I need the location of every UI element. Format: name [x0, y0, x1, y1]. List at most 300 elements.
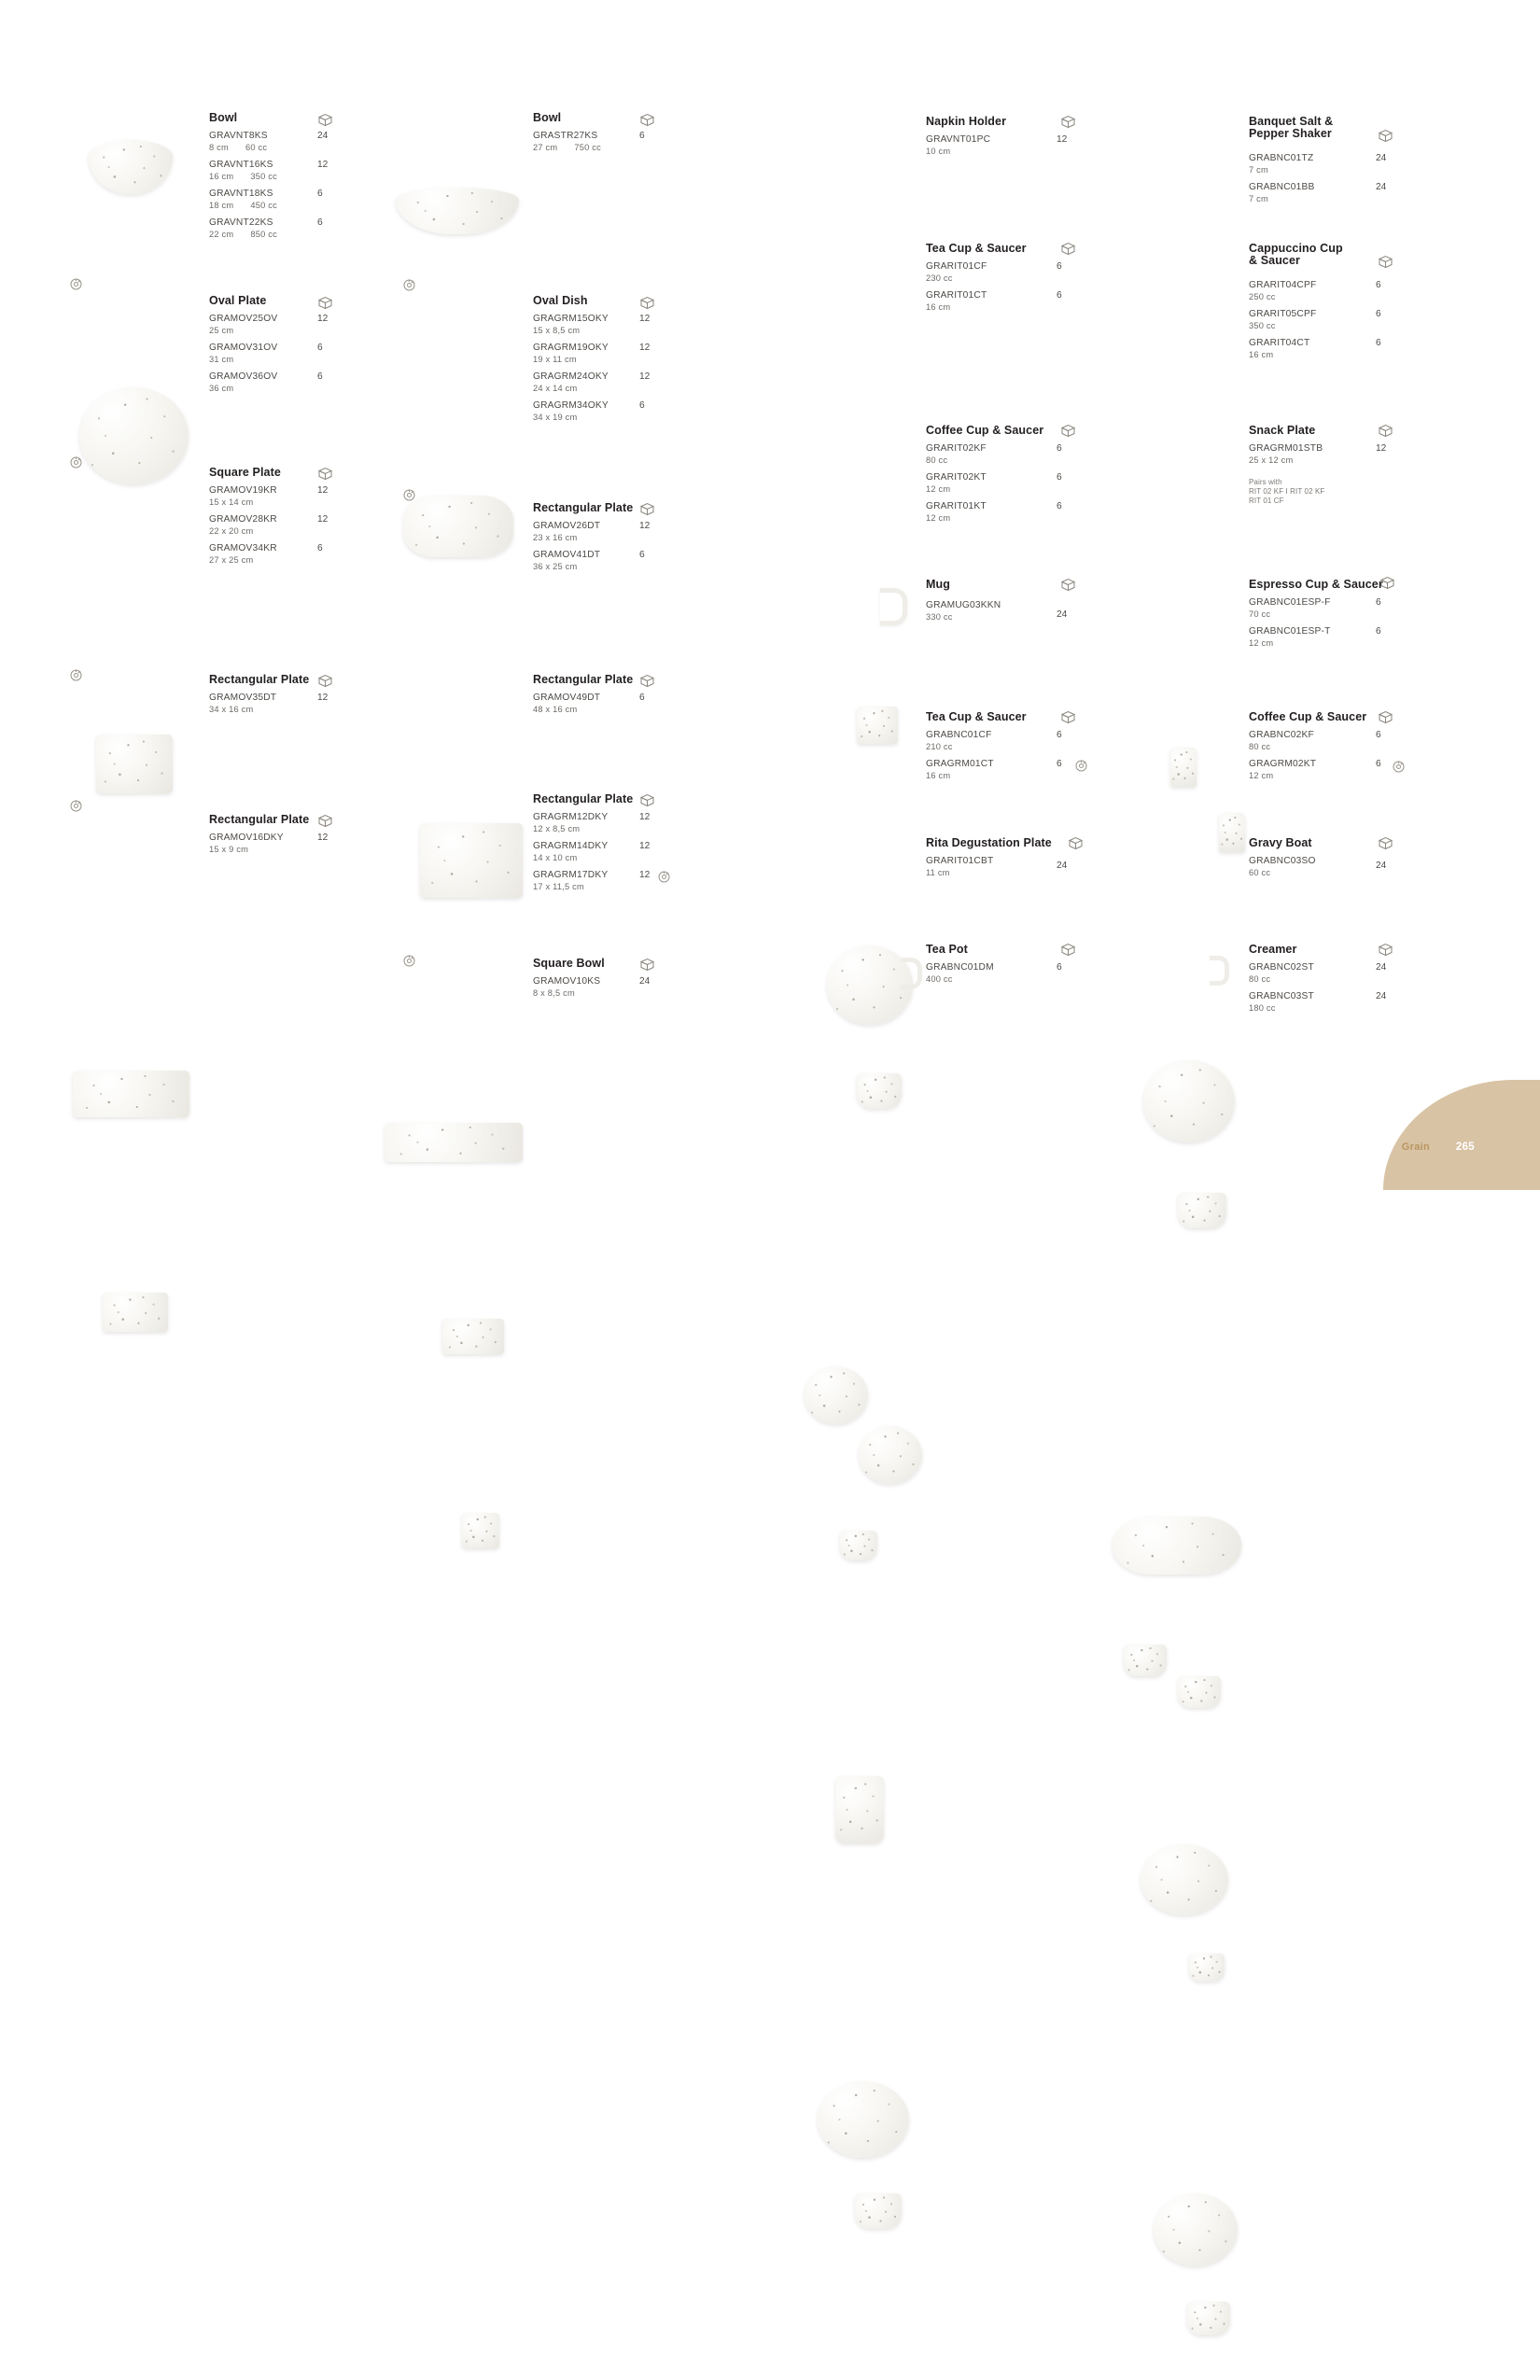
variant-code: GRAGRM14DKY: [533, 841, 609, 851]
variant-qty: 12: [317, 160, 329, 170]
variant-row: [926, 501, 1075, 530]
box-icon: [1379, 576, 1395, 590]
product-image-napkin-holder: [857, 707, 898, 744]
box-icon: [317, 467, 333, 481]
variant-row: [1249, 443, 1398, 472]
variant-qty: 6: [1057, 443, 1062, 454]
variant-code: GRAGRM15OKY: [533, 314, 609, 324]
variant-qty: 6: [317, 343, 323, 353]
variant-qty: 6: [317, 543, 323, 553]
variant-code: GRARIT05CPF: [1249, 309, 1317, 319]
target-icon: [658, 871, 670, 883]
box-icon: [1378, 129, 1393, 143]
variant-list: [533, 812, 673, 899]
product-title: Oval Plate: [209, 294, 267, 307]
variant-code: GRABNC01CF: [926, 730, 992, 740]
variant-dim: 7 cm: [1249, 165, 1268, 175]
variant-qty: 6: [1057, 759, 1062, 769]
product-title: Rectangular Plate: [209, 673, 310, 686]
product-title: Square Plate: [209, 466, 281, 479]
box-icon: [317, 814, 333, 828]
variant-qty: 12: [317, 514, 329, 525]
product-image-espresso-saucer: [1141, 1844, 1228, 1915]
variant-row: [209, 543, 340, 572]
variant-qty: 12: [639, 343, 651, 353]
product-title: Rectangular Plate: [533, 673, 634, 686]
target-icon: [70, 800, 82, 812]
product-title: Square Bowl: [533, 957, 605, 970]
variant-code: GRAGRM34OKY: [533, 400, 609, 411]
variant-code: GRAMOV25OV: [209, 314, 278, 324]
variant-qty: 6: [1057, 730, 1062, 740]
variant-row: [533, 131, 673, 153]
box-icon: [1060, 943, 1076, 957]
variant-dim: 12 cm: [926, 484, 951, 494]
product-title: Gravy Boat: [1249, 836, 1312, 849]
variant-row: [926, 290, 1066, 319]
footer-tab: [1383, 1080, 1540, 1190]
variant-list: [926, 261, 1066, 319]
variant-dim: 34 x 19 cm: [533, 413, 578, 422]
product-square-plate: [209, 467, 340, 572]
variant-dim: 15 x 14 cm: [209, 497, 254, 507]
variant-list: [209, 131, 340, 246]
variant-dim: 31 cm: [209, 355, 234, 364]
variant-dim: 17 x 11,5 cm: [533, 882, 584, 891]
variant-qty: 6: [317, 189, 323, 199]
variant-row: [209, 343, 340, 371]
variant-list: [1249, 962, 1407, 1020]
note-line: Pairs with: [1249, 478, 1282, 486]
product-rita-degustation-plate: [926, 837, 1085, 878]
product-title: Rectangular Plate: [533, 792, 634, 805]
product-image-tea-pot-handle: [901, 958, 922, 989]
product-napkin-holder: [926, 116, 1066, 157]
variant-row: [1249, 991, 1407, 1020]
variant-row: [209, 833, 340, 855]
variant-dim: 330 cc: [926, 612, 953, 622]
variant-dim: 11 cm: [926, 868, 950, 877]
product-image-tea-saucer-2: [818, 2081, 909, 2158]
variant-dim: 70 cc: [1249, 609, 1271, 619]
variant-qty: 12: [317, 833, 329, 843]
variant-row: [209, 189, 340, 217]
variant-list: [533, 693, 673, 715]
variant-row: [209, 314, 340, 343]
variant-list: [926, 134, 1066, 157]
variant-list: [926, 600, 1075, 623]
variant-code: GRABNC01ESP-T: [1249, 626, 1331, 637]
box-icon: [1378, 255, 1393, 269]
variant-qty: 24: [639, 976, 651, 987]
variant-dim: 400 cc: [926, 974, 953, 984]
variant-code: GRABNC01TZ: [1249, 153, 1314, 163]
product-image-cappuccino-saucer: [1143, 1060, 1235, 1142]
variant-code: GRAVNT16KS: [209, 160, 273, 170]
variant-row: [1249, 759, 1407, 788]
variant-dim: 250 cc: [1249, 292, 1276, 301]
variant-qty: 24: [1057, 861, 1068, 871]
variant-dim: 7 cm: [1249, 194, 1268, 203]
target-icon: [70, 669, 82, 681]
variant-qty: 12: [639, 521, 651, 531]
variant-list: [533, 976, 673, 999]
variant-dim: 22 x 20 cm: [209, 526, 254, 536]
product-image-coffee-saucer-1b: [859, 1426, 922, 1484]
variant-dim: 18 cm 450 cc: [209, 201, 277, 210]
variant-qty: 6: [1376, 759, 1381, 769]
variant-row: [533, 870, 673, 899]
variant-qty: 24: [1057, 609, 1068, 620]
variant-list: [533, 521, 673, 579]
box-icon: [1378, 424, 1393, 438]
variant-qty: 12: [317, 485, 329, 496]
box-icon: [1378, 943, 1393, 957]
product-image-coffee-saucer-1a: [805, 1366, 868, 1424]
variant-list: [926, 856, 1085, 878]
variant-qty: 12: [639, 371, 651, 382]
product-title: Bowl: [533, 111, 562, 124]
variant-qty: 6: [1057, 962, 1062, 973]
variant-qty: 6: [639, 131, 645, 141]
variant-list: [1249, 597, 1407, 655]
variant-row: [209, 485, 340, 514]
product-title: Tea Cup & Saucer: [926, 242, 1027, 255]
variant-code: GRAMOV31OV: [209, 343, 278, 353]
variant-row: [209, 514, 340, 543]
footer-page-number: 265: [1455, 1141, 1475, 1153]
variant-code: GRAMOV28KR: [209, 514, 277, 525]
variant-row: [533, 314, 673, 343]
box-icon: [639, 113, 655, 127]
variant-code: GRABNC01DM: [926, 962, 994, 973]
variant-row: [926, 261, 1066, 290]
variant-row: [1249, 856, 1407, 878]
product-title: Tea Pot: [926, 943, 968, 956]
variant-qty: 6: [639, 693, 645, 703]
note-line: RIT 02 KF I RIT 02 KF: [1249, 487, 1325, 496]
box-icon: [1378, 710, 1393, 724]
product-image-mug-handle: [880, 588, 907, 625]
variant-row: [209, 131, 340, 160]
variant-qty: 6: [1057, 501, 1062, 511]
variant-dim: 80 cc: [1249, 742, 1271, 751]
variant-code: GRAGRM24OKY: [533, 371, 609, 382]
variant-row: [1249, 153, 1398, 182]
product-image-rect-plate-3: [385, 1123, 523, 1162]
variant-qty: 24: [1376, 182, 1387, 192]
product-title: Creamer: [1249, 943, 1297, 956]
product-title: Bowl: [209, 111, 238, 124]
variant-qty: 6: [317, 217, 323, 228]
variant-qty: 6: [1376, 280, 1381, 290]
variant-row: [533, 343, 673, 371]
variant-qty: 6: [1057, 290, 1062, 301]
product-cappuccino-cup-saucer: [1249, 243, 1398, 367]
variant-code: GRAGRM17DKY: [533, 870, 609, 880]
variant-dim: 36 x 25 cm: [533, 562, 578, 571]
variant-code: GRABNC02ST: [1249, 962, 1314, 973]
variant-dim: 23 x 16 cm: [533, 533, 578, 542]
product-espresso-cup-saucer: [1249, 579, 1407, 655]
variant-qty: 6: [1376, 597, 1381, 608]
variant-dim: 80 cc: [926, 455, 948, 465]
product-title: Cappuccino Cup & Saucer: [1249, 242, 1343, 267]
variant-code: GRAMOV26DT: [533, 521, 601, 531]
variant-code: GRABNC03SO: [1249, 856, 1316, 866]
variant-dim: 15 x 9 cm: [209, 845, 249, 854]
variant-code: GRABNC02KF: [1249, 730, 1314, 740]
variant-row: [926, 472, 1075, 501]
variant-code: GRAMOV34KR: [209, 543, 277, 553]
variant-qty: 6: [1376, 626, 1381, 637]
variant-list: [209, 485, 340, 572]
product-salt-pepper: [1249, 116, 1398, 211]
box-icon: [639, 958, 655, 972]
product-image-tea-cup-1: [857, 1073, 902, 1109]
product-title: Rita Degustation Plate: [926, 836, 1052, 849]
product-rect-plate-5: [533, 793, 673, 899]
product-image-snack-cup-1: [1124, 1645, 1167, 1676]
variant-dim: 16 cm 350 cc: [209, 172, 277, 181]
variant-row: [209, 217, 340, 246]
product-image-bowl-1: [89, 140, 173, 194]
variant-qty: 12: [639, 812, 651, 822]
variant-row: [1249, 280, 1398, 309]
variant-qty: 6: [1057, 261, 1062, 272]
product-image-espresso-cup: [1189, 1953, 1225, 1981]
product-image-coffee-cup-1: [840, 1531, 877, 1561]
product-image-rect-plate-5: [442, 1319, 504, 1354]
variant-code: GRARIT02KF: [926, 443, 987, 454]
variant-row: [533, 976, 673, 999]
product-image-snack-cup-2: [1178, 1676, 1221, 1708]
variant-qty: 12: [639, 841, 651, 851]
box-icon: [639, 674, 655, 688]
variant-qty: 24: [1376, 991, 1387, 1001]
variant-row: [1249, 309, 1398, 338]
target-icon: [1393, 761, 1405, 773]
box-icon: [639, 502, 655, 516]
variant-row: [533, 521, 673, 550]
variant-list: [1249, 443, 1398, 472]
variant-code: GRARIT02KT: [926, 472, 987, 483]
box-icon: [317, 674, 333, 688]
variant-row: [926, 962, 1085, 985]
variant-qty: 12: [639, 870, 651, 880]
variant-list: [209, 314, 340, 400]
variant-code: GRAVNT8KS: [209, 131, 268, 141]
variant-code: GRAMOV35DT: [209, 693, 277, 703]
variant-code: GRABNC01ESP-F: [1249, 597, 1331, 608]
variant-qty: 12: [1376, 443, 1387, 454]
footer-brand: Grain: [1401, 1141, 1430, 1153]
variant-qty: 12: [317, 693, 329, 703]
product-image-rect-plate-1: [420, 823, 523, 898]
variant-dim: 14 x 10 cm: [533, 853, 578, 862]
product-image-oval-plate: [79, 387, 189, 484]
variant-dim: 27 cm 750 cc: [533, 143, 601, 152]
variant-code: GRARIT01CBT: [926, 856, 994, 866]
variant-row: [1249, 962, 1407, 991]
variant-list: [1249, 280, 1398, 367]
product-bowl-1: [209, 112, 340, 246]
variant-list: [1249, 856, 1407, 878]
product-tea-cup-saucer-1: [926, 243, 1066, 319]
variant-dim: 8 cm 60 cc: [209, 143, 268, 152]
variant-dim: 27 x 25 cm: [209, 555, 254, 565]
variant-dim: 60 cc: [1249, 868, 1271, 877]
product-mug: [926, 579, 1075, 623]
product-title: Tea Cup & Saucer: [926, 710, 1027, 723]
variant-dim: 34 x 16 cm: [209, 705, 254, 714]
variant-qty: 12: [639, 314, 651, 324]
product-image-oval-dish: [403, 496, 513, 557]
box-icon: [1378, 836, 1393, 850]
variant-row: [926, 134, 1066, 157]
variant-dim: 16 cm: [926, 302, 951, 312]
product-coffee-cup-saucer-1: [926, 425, 1075, 530]
variant-row: [926, 730, 1075, 759]
variant-code: GRAMUG03KKN: [926, 600, 1001, 610]
variant-row: [533, 550, 673, 579]
variant-row: [1249, 626, 1407, 655]
variant-row: [209, 371, 340, 400]
variant-list: [209, 693, 340, 715]
variant-dim: 25 x 12 cm: [1249, 455, 1294, 465]
product-title: Snack Plate: [1249, 424, 1316, 437]
variant-code: GRAGRM02KT: [1249, 759, 1317, 769]
variant-dim: 36 cm: [209, 384, 234, 393]
variant-row: [1249, 597, 1407, 626]
variant-row: [533, 400, 673, 429]
variant-dim: 15 x 8,5 cm: [533, 326, 581, 335]
variant-dim: 16 cm: [1249, 350, 1274, 359]
product-title: Espresso Cup & Saucer: [1249, 578, 1383, 591]
variant-list: [533, 131, 673, 153]
box-icon: [639, 793, 655, 807]
variant-row: [1249, 182, 1398, 211]
product-snack-plate: [1249, 425, 1398, 506]
variant-dim: 10 cm: [926, 147, 951, 156]
product-title: Coffee Cup & Saucer: [926, 424, 1044, 437]
variant-list: [926, 443, 1075, 530]
variant-row: [1249, 730, 1407, 759]
box-icon: [639, 296, 655, 310]
variant-code: GRAVNT22KS: [209, 217, 273, 228]
product-image-tea-cup-2: [855, 2193, 902, 2229]
variant-qty: 6: [1376, 309, 1381, 319]
variant-qty: 24: [1376, 861, 1387, 871]
variant-row: [533, 841, 673, 870]
product-image-salt-shaker: [1170, 748, 1197, 787]
variant-code: GRARIT04CT: [1249, 338, 1310, 348]
variant-code: GRASTR27KS: [533, 131, 598, 141]
variant-dim: 12 cm: [926, 513, 951, 523]
variant-qty: 12: [317, 314, 329, 324]
variant-dim: 80 cc: [1249, 974, 1271, 984]
variant-qty: 6: [317, 371, 323, 382]
note-line: RIT 01 CF: [1249, 497, 1284, 505]
variant-dim: 12 x 8,5 cm: [533, 824, 581, 833]
variant-code: GRAGRM12DKY: [533, 812, 609, 822]
variant-code: GRARIT01CT: [926, 290, 987, 301]
variant-row: [533, 371, 673, 400]
target-icon: [403, 279, 415, 291]
variant-row: [926, 443, 1075, 472]
box-icon: [1060, 424, 1076, 438]
variant-code: GRAVNT01PC: [926, 134, 991, 145]
target-icon: [70, 456, 82, 469]
box-icon: [1060, 578, 1076, 592]
variant-list: [926, 730, 1075, 788]
variant-code: GRARIT04CPF: [1249, 280, 1317, 290]
target-icon: [403, 955, 415, 967]
product-image-bowl-2: [396, 188, 519, 234]
product-image-pepper-shaker: [1219, 813, 1245, 852]
variant-dim: 19 x 11 cm: [533, 355, 577, 364]
variant-dim: 48 x 16 cm: [533, 705, 578, 714]
target-icon: [1075, 760, 1087, 772]
variant-dim: 8 x 8,5 cm: [533, 988, 575, 998]
variant-dim: 350 cc: [1249, 321, 1276, 330]
variant-code: GRAGRM01CT: [926, 759, 994, 769]
variant-qty: 6: [639, 550, 645, 560]
variant-code: GRAVNT18KS: [209, 189, 273, 199]
variant-code: GRAMOV10KS: [533, 976, 601, 987]
variant-code: GRAMOV16DKY: [209, 833, 284, 843]
snack-plate-note: [1249, 478, 1398, 506]
product-oval-plate: [209, 295, 340, 400]
variant-row: [926, 600, 1075, 623]
variant-list: [1249, 730, 1407, 788]
variant-qty: 6: [1376, 730, 1381, 740]
product-title: Rectangular Plate: [209, 813, 310, 826]
variant-code: GRAMOV19KR: [209, 485, 277, 496]
target-icon: [70, 278, 82, 290]
product-tea-cup-saucer-2: [926, 711, 1075, 788]
variant-code: GRAMOV36OV: [209, 371, 278, 382]
variant-code: GRAMOV41DT: [533, 550, 601, 560]
product-title: Rectangular Plate: [533, 501, 634, 514]
variant-code: GRARIT01KT: [926, 501, 987, 511]
variant-qty: 12: [1057, 134, 1068, 145]
product-image-rect-plate-2: [73, 1071, 189, 1117]
variant-code: GRARIT01CF: [926, 261, 987, 272]
variant-qty: 24: [1376, 962, 1387, 973]
box-icon: [1068, 836, 1084, 850]
product-title: Banquet Salt & Pepper Shaker: [1249, 115, 1334, 140]
variant-qty: 6: [639, 400, 645, 411]
variant-dim: 12 cm: [1249, 638, 1274, 648]
variant-dim: 210 cc: [926, 742, 953, 751]
product-image-creamer-handle: [1210, 956, 1229, 986]
product-title: Mug: [926, 578, 950, 591]
variant-row: [209, 693, 340, 715]
box-icon: [1060, 242, 1076, 256]
variant-dim: 25 cm: [209, 326, 234, 335]
variant-qty: 24: [317, 131, 329, 141]
variant-dim: 24 x 14 cm: [533, 384, 578, 393]
product-image-square-plate: [96, 735, 173, 793]
box-icon: [1060, 710, 1076, 724]
product-image-rect-plate-4: [103, 1293, 168, 1332]
variant-dim: 16 cm: [926, 771, 951, 780]
variant-dim: 12 cm: [1249, 771, 1274, 780]
variant-list: [1249, 153, 1398, 211]
product-title: Coffee Cup & Saucer: [1249, 710, 1367, 723]
box-icon: [317, 296, 333, 310]
